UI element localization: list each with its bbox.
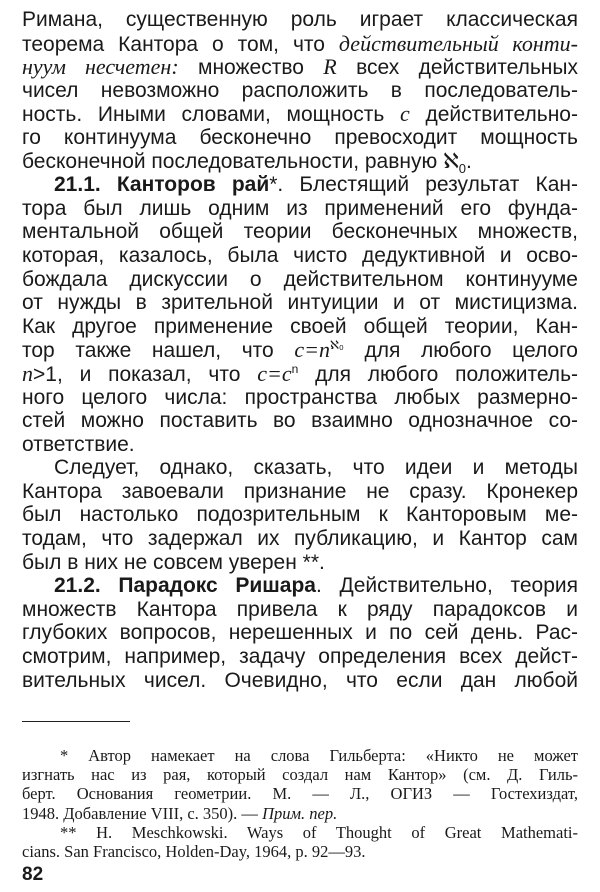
italic-text: Прим. пер. xyxy=(262,803,338,823)
footnotes xyxy=(22,746,578,861)
text-line xyxy=(22,598,578,622)
text-line xyxy=(22,32,578,56)
italic-text: n xyxy=(22,360,33,386)
text-segment: . Действительно, теория xyxy=(316,574,578,598)
text-segment: Кантора завоевали признание не сразу. Кронекер xyxy=(22,479,578,503)
text-line xyxy=(22,433,578,457)
text-line xyxy=(22,409,578,433)
text-segment: вительных чисел. Очевидно, что если дан любой xyxy=(22,668,578,692)
section-heading: 21.2. Парадокс Ришара xyxy=(54,574,316,598)
text-line xyxy=(22,102,578,126)
footnote-line xyxy=(22,765,578,784)
text-segment: теорема Кантора о том, что xyxy=(22,32,339,56)
text-line xyxy=(22,315,578,339)
text-segment: ность. Иными словами, мощность xyxy=(22,103,400,127)
text-segment: тодам, что задержал их публикацию, и Кантор сам xyxy=(22,527,578,551)
text-line xyxy=(22,551,578,575)
footnote-line xyxy=(22,784,578,803)
text-line xyxy=(22,362,578,386)
text-segment: ℵ₀ xyxy=(329,338,344,353)
page-number: 82 xyxy=(22,864,44,885)
text-segment: 1948. Добавление VIII, с. 350). — xyxy=(22,803,263,823)
text-line xyxy=(22,55,578,79)
text-segment: Следует, однако, сказать, что идеи и методы xyxy=(54,456,578,480)
text-line xyxy=(22,386,578,410)
text-segment: берт. Основания геометрии. М. — Л., ОГИЗ — Гостехиздат, xyxy=(22,784,578,804)
text-line xyxy=(22,574,578,598)
footnote-line xyxy=(22,804,578,823)
text-segment: >1, и показал, что xyxy=(33,362,258,386)
text-segment: для любого положитель- xyxy=(298,362,578,386)
footnote-line xyxy=(22,823,578,842)
text-segment: множество xyxy=(178,56,324,80)
italic-text: c=c xyxy=(257,360,292,386)
text-line xyxy=(22,173,578,197)
text-line xyxy=(22,456,578,480)
text-segment: стей можно поставить во взаимно однозначное со- xyxy=(22,409,578,433)
text-line xyxy=(22,338,578,362)
text-line xyxy=(22,480,578,504)
text-line xyxy=(22,291,578,315)
text-segment: бождала дискуссии о действительном континууме xyxy=(22,267,578,291)
section-heading: 21.1. Канторов рай xyxy=(54,173,270,197)
text-segment: чисел невозможно расположить в последователь- xyxy=(22,78,578,102)
main-text xyxy=(22,8,578,692)
text-segment: для любого целого xyxy=(343,339,578,363)
text-line xyxy=(22,503,578,527)
text-segment: тор также нашел, что xyxy=(22,339,295,363)
text-segment: глубоких вопросов, нерешенных и по сей день. Рас- xyxy=(22,621,578,645)
text-segment: ** H. Meschkowski. Ways of Thought of Great Mathemati- xyxy=(60,822,578,842)
text-segment: изгнать нас из рая, который создал нам Кантор» (см. Д. Гиль- xyxy=(22,765,578,785)
text-line xyxy=(22,197,578,221)
text-segment: множеств Кантора привела к ряду парадоксов и xyxy=(22,597,578,621)
text-segment: был в них не совсем уверен **. xyxy=(22,550,325,574)
text-line xyxy=(22,79,578,103)
footnote-line xyxy=(22,746,578,765)
text-line xyxy=(22,268,578,292)
italic-text: c xyxy=(400,101,410,127)
text-segment: смотрим, например, задачу определения всех дейст- xyxy=(22,645,578,669)
text-segment: бесконечной последовательности, равную ℵ xyxy=(22,149,459,173)
footnote-line xyxy=(22,842,578,861)
text-line xyxy=(22,126,578,150)
text-line xyxy=(22,621,578,645)
text-segment: от нужды в зрительной интуиции и от мистицизма. xyxy=(22,291,578,315)
text-segment: Римана, существенную роль играет классическая xyxy=(22,8,578,31)
italic-text: действительный конти- xyxy=(338,30,578,56)
text-segment: ответствие. xyxy=(22,432,135,456)
text-segment: n xyxy=(291,361,299,376)
text-line xyxy=(22,527,578,551)
text-line xyxy=(22,8,578,32)
text-segment: ного целого числа: пространства любых размерно- xyxy=(22,385,578,409)
text-line xyxy=(22,669,578,693)
text-segment: * Автор намекает на слова Гильберта: «Никто не может xyxy=(60,746,578,765)
text-segment: был настолько подозрительным к Канторовым ме- xyxy=(22,503,578,527)
text-segment: cians. San Francisco, Holden-Day, 1964, p. 92—93. xyxy=(22,841,366,861)
text-segment: которая, казалось, была чисто дедуктивной и осво- xyxy=(22,243,578,267)
italic-text: R xyxy=(323,54,337,80)
text-segment: всех действительных xyxy=(336,56,578,80)
italic-text: c=n xyxy=(294,337,330,363)
text-segment: *. Блестящий результат Кан- xyxy=(269,173,578,197)
footnote-separator xyxy=(22,721,130,722)
text-line xyxy=(22,244,578,268)
italic-text: нуум несчетен: xyxy=(22,54,179,80)
text-segment: действительно- xyxy=(409,103,578,127)
text-segment: Как другое применение своей общей теории, Кан- xyxy=(22,314,578,338)
text-line xyxy=(22,150,578,174)
text-segment: тора был лишь одним из применений его фунда- xyxy=(22,196,578,220)
text-segment: 0 xyxy=(458,160,466,176)
text-line xyxy=(22,220,578,244)
text-segment: го континуума бесконечно превосходит мощность xyxy=(22,125,578,149)
text-segment: ментальной общей теории бесконечных множеств, xyxy=(22,220,578,244)
text-segment: . xyxy=(465,149,472,173)
text-line xyxy=(22,645,578,669)
